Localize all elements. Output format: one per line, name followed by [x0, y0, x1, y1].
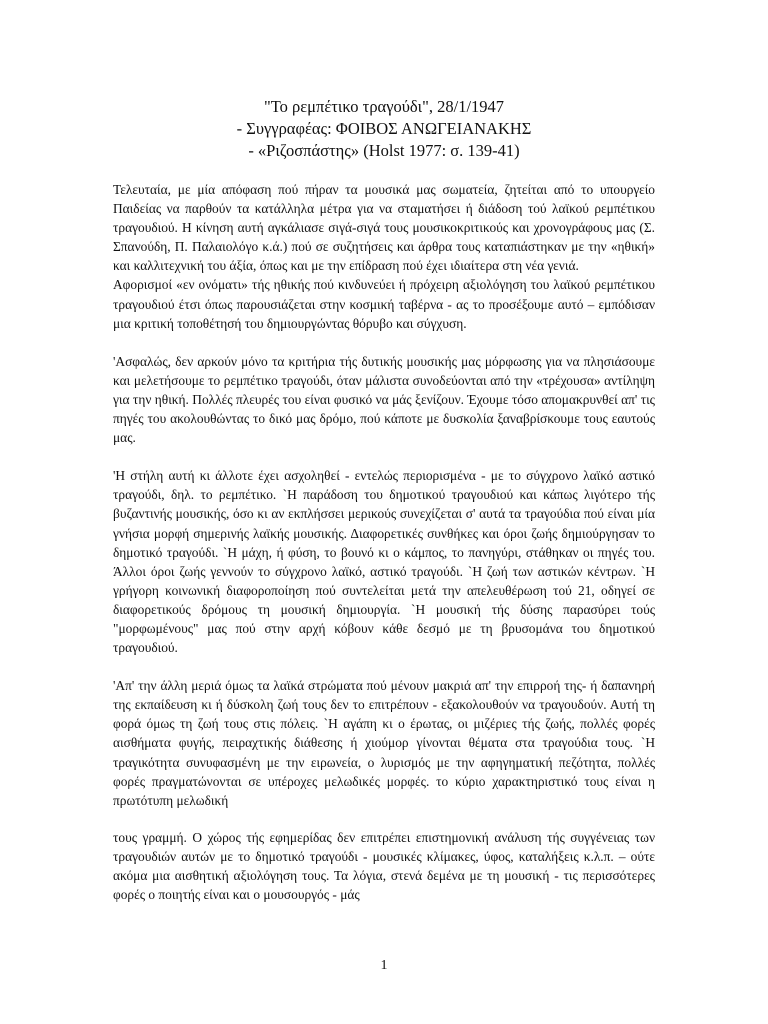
- paragraph-4: 'Η στήλη αυτή κι άλλοτε έχει ασχοληθεί - εντελώς περιορισμένα - με το σύγχρονο λαϊκό αστικό τραγούδι, δηλ. το ρεμπέτικο. `Η παράδοση του δημοτικού τραγουδιού και κάπως λιγότερο τής βυζαντινής μουσικής, όσο κι αν εκπλήσσει μερικούς συνεχίζεται σ' αυτά τα τραγούδια πού είναι μία γνήσια μορφή σημερινής λαϊκής μουσικής. Διαφορετικές συνθήκες και όροι ζωής δημιούργησαν το δημοτικό τραγούδι. `Η μάχη, ή φύση, το βουνό κι ο κάμπος, το πανηγύρι, στάθηκαν οι πηγές του. Άλλοι όροι ζωής γεννούν το σύγχρονο λαϊκό, αστικό τραγούδι. `Η ζωή των αστικών κέντρων. `Η γρήγορη κοινωνική διαφοροποίηση πού συντελείται μετά την απελευθέρωση τού 21, οδηγεί σε διαφορετικούς δρόμους τη μουσική δημιουργία. `Η μουσική τής δύσης παρασύρει τούς "μορφωμένους" μας πού στην αρχή κόβουν κάθε δεσμό με τη βρυσομάνα του δημοτικού τραγουδιού.: [113, 468, 655, 656]
- paragraph-2: Αφορισμοί «εν ονόματι» τής ηθικής πού κινδυνεύει ή πρόχειρη αξιολόγηση του λαϊκού ρεμπέτικου τραγουδιού έτσι όπως παρουσιάζεται στην κοσμική ταβέρνα - ας το προσέξουμε αυτό – εμπόδισαν μια κριτική τοποθέτησή του δημιουργώντας θόρυβο και σύγχυση.: [113, 277, 655, 331]
- paragraph-3: 'Ασφαλώς, δεν αρκούν μόνο τα κριτήρια τής δυτικής μουσικής μας μόρφωσης για να πλησιάσουμε και μελετήσουμε το ρεμπέτικο τραγούδι, όταν μάλιστα συνοδεύονται από την «τρέχουσα» αντίληψη για την ηθική. Πολλές πλευρές του είναι φυσικό να μάς ξενίζουν. Έχουμε τόσο απομακρυνθεί απ' τις πηγές του ακολουθώντας το δικό μας δρόμο, πού κάποτε με δυσκολία ξαναβρίσκουμε τους εαυτούς μας.: [113, 353, 655, 446]
- paragraph-spacer: [113, 333, 655, 352]
- paragraph-spacer: [113, 810, 655, 828]
- document-header: [0, 96, 768, 162]
- header-author: - Συγγραφέας: ΦΟΙΒΟΣ ΑΝΩΓΕΙΑΝΑΚΗΣ: [236, 119, 532, 138]
- paragraph-5: 'Απ' την άλλη μεριά όμως τα λαϊκά στρώματα πού μένουν μακριά απ' την επιρροή της- ή δαπανηρή της εκπαίδευση κι ή δύσκολη ζωή τους δεν το επιτρέπουν - εξακολουθούν να τραγουδούν. Αυτή τη φορά όμως τη ζωή τους στις πόλεις. `Η αγάπη κι ο έρωτας, οι μιζέριες τής ζωής, πολλές φορές αισθήματα φυγής, πειραχτικής διάθεσης ή χιούμορ γίνονται θέματα στα τραγούδια τους. `Η τραγικότητα συνυφασμένη με την ειρωνεία, ο λυρισμός με την αφηγηματική πεζότητα, πολλές φορές πραγματώνονται σε υπέροχες μελωδικές μορφές. το κύριο χαρακτηριστικό τους είναι η πρωτότυπη μελωδική: [113, 678, 655, 808]
- paragraph-spacer: [113, 657, 655, 676]
- header-source: - «Ριζοσπάστης» (Holst 1977: σ. 139-41): [248, 141, 520, 160]
- paragraph-6: τους γραμμή. Ο χώρος τής εφημερίδας δεν επιτρέπει επιστημονική ανάλυση τής συγγένειας των τραγουδιών αυτών με το δημοτικό τραγούδι - μουσικές κλίμακες, ύφος, καταλήξεις κ.λ.π. – ούτε ακόμα μια αισθητική αξιολόγηση τους. Τα λόγια, στενά δεμένα με τη μουσική - τις περισσότερες φορές ο ποιητής είναι και ο μουσουργός - μάς: [113, 829, 655, 903]
- header-title: "Το ρεμπέτικο τραγούδι", 28/1/1947: [263, 97, 505, 116]
- document-body: [113, 180, 655, 904]
- paragraph-spacer: [113, 447, 655, 466]
- paragraph-1: Τελευταία, με μία απόφαση πού πήραν τα μουσικά μας σωματεία, ζητείται από το υπουργείο Παιδείας να παρθούν τα κατάλληλα μέτρα για να σταματήσει ή διάδοση τού λαϊκού ρεμπέτικου τραγουδιού. Η κίνηση αυτή αγκάλιασε σιγά-σιγά τους μουσικοκριτικούς και χρονογράφους μας (Σ. Σπανούδη, Π. Παλαιολόγο κ.ά.) πού σε συζητήσεις και άρθρα τους καταπιάστηκαν με την «ηθική» και καλλιτεχνική του άξία, όπως και με την επίδραση πού έχει ιδιαίτερα στη νέα γενιά.: [113, 182, 655, 274]
- page-number: 1: [380, 958, 388, 973]
